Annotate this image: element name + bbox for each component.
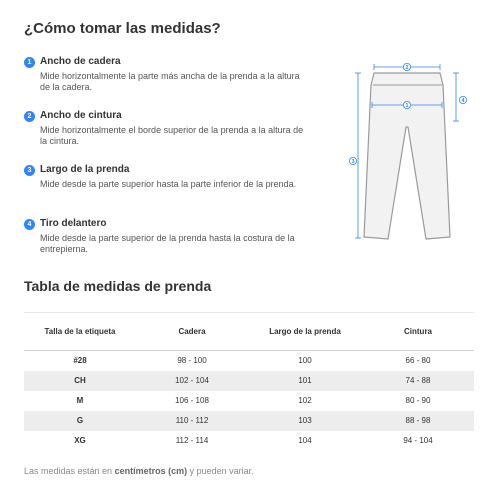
diagram-marker-label: 3: [351, 159, 355, 165]
step-title: Tiro delantero: [40, 218, 107, 229]
table-row: [24, 411, 474, 431]
size-label-cell: CH: [24, 371, 136, 391]
length-cell: 103: [248, 411, 362, 431]
table-row: [24, 351, 474, 371]
column-header: Cadera: [136, 313, 248, 351]
step-description: Mide desde la parte superior hasta la parte inferior de la prenda.: [40, 179, 297, 189]
diagram-marker-label: 4: [461, 98, 465, 104]
length-cell: 100: [298, 356, 312, 366]
pants-outline-icon: [364, 73, 450, 239]
step-title: Largo de la prenda: [40, 164, 130, 175]
length-cell: 102: [298, 396, 312, 405]
diagram-marker-label: 2: [405, 65, 409, 71]
hip-cell: 98 - 100: [177, 356, 207, 366]
step-number-badge: 1: [24, 57, 35, 68]
footnote-prefix: Las medidas están en: [24, 466, 115, 476]
hip-cell: 112 - 114: [175, 436, 209, 445]
guide-title: ¿Cómo tomar las medidas?: [24, 20, 221, 37]
table-title: Tabla de medidas de prenda: [24, 278, 212, 294]
column-header: Largo de la prenda: [248, 313, 362, 351]
step-number-badge: 4: [24, 219, 35, 230]
table-row: [24, 391, 474, 411]
step-title: Ancho de cintura: [40, 110, 122, 121]
footnote-units: centímetros (cm): [114, 466, 188, 476]
waist-cell: 66 - 80: [405, 356, 431, 366]
waist-cell: 74 - 88: [362, 371, 474, 391]
waist-cell: 94 - 104: [403, 436, 433, 445]
size-chart-table: [24, 312, 474, 451]
size-label-cell: G: [24, 411, 136, 431]
table-row: [24, 371, 474, 391]
diagram-marker-label: 1: [405, 103, 409, 109]
hip-cell: 102 - 104: [136, 371, 248, 391]
length-cell: 101: [248, 371, 362, 391]
footnote-suffix: y pueden variar.: [187, 466, 254, 476]
step-number-badge: 3: [24, 165, 35, 176]
table-header-row: [24, 313, 474, 351]
step-description: Mide horizontalmente la parte más ancha de la prenda a la altura de la cadera.: [40, 71, 300, 92]
table-row: [24, 431, 474, 451]
waist-cell: 80 - 90: [405, 396, 431, 405]
size-label-cell: XG: [74, 436, 86, 445]
step-description: Mide horizontalmente el borde superior de la prenda a la altura de la cintura.: [40, 125, 304, 146]
hip-cell: 106 - 108: [175, 396, 209, 405]
step-number-badge: 2: [24, 111, 35, 122]
column-header: Cintura: [362, 313, 474, 351]
length-cell: 104: [298, 436, 312, 445]
units-footnote: [24, 466, 254, 476]
waist-cell: 88 - 98: [362, 411, 474, 431]
column-header: Talla de la etiqueta: [24, 313, 136, 351]
hip-cell: 110 - 112: [136, 411, 248, 431]
size-label-cell: #28: [73, 356, 87, 366]
pants-measurement-diagram: [342, 55, 472, 250]
step-description: Mide desde la parte superior de la prenda hasta la costura de la entrepierna.: [40, 233, 295, 254]
size-label-cell: M: [76, 396, 84, 405]
step-title: Ancho de cadera: [40, 56, 121, 67]
